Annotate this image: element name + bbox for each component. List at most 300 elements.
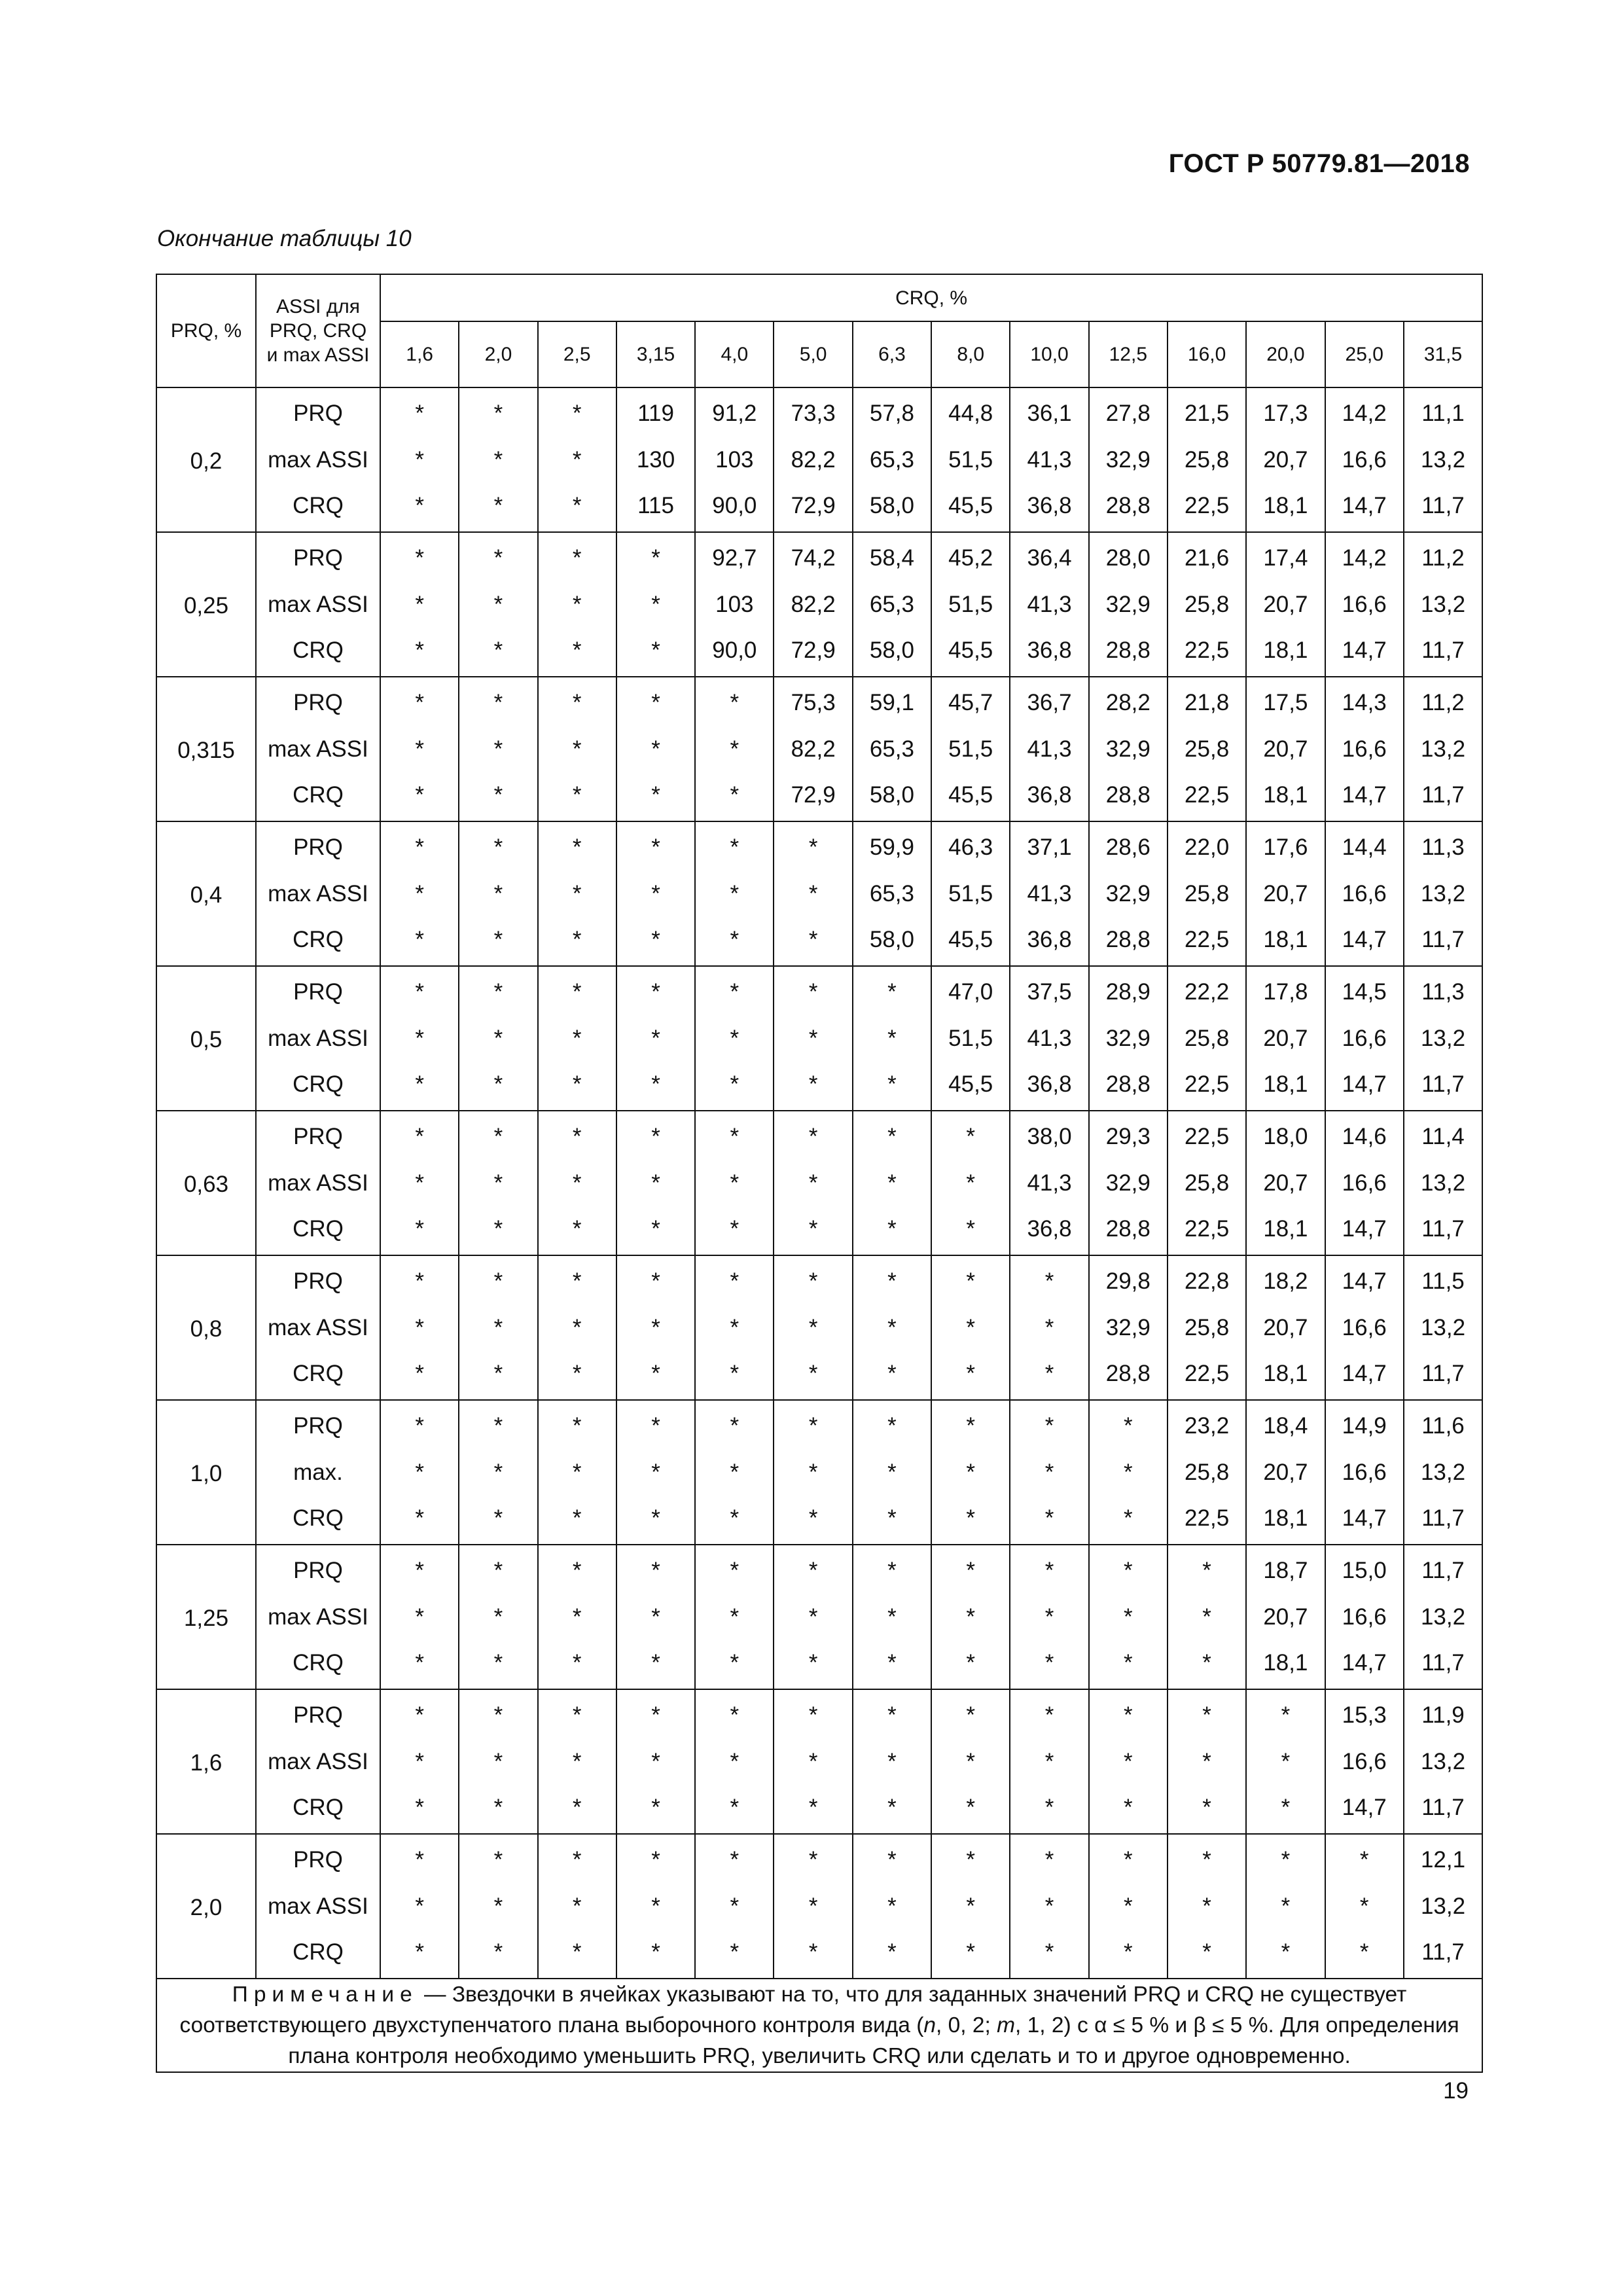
table-cell: 18,4: [1246, 1400, 1325, 1449]
table-cell: *: [459, 1449, 537, 1496]
table-cell: *: [380, 1400, 459, 1449]
row-label: PRQ: [256, 1834, 380, 1883]
table-cell: 58,0: [853, 628, 931, 677]
table-cell: *: [459, 1834, 537, 1883]
table-cell: *: [616, 726, 695, 772]
table-cell: *: [616, 581, 695, 628]
table-row: [156, 1496, 1482, 1545]
table-cell: *: [459, 1400, 537, 1449]
table-cell: *: [853, 1738, 931, 1785]
table-cell: 45,5: [931, 628, 1010, 677]
table-cell: 18,1: [1246, 1496, 1325, 1545]
table-cell: *: [538, 1304, 616, 1351]
table-cell: 11,2: [1404, 677, 1482, 726]
table-cell: *: [1089, 1496, 1168, 1545]
table-cell: *: [931, 1400, 1010, 1449]
row-label: max ASSI: [256, 1883, 380, 1929]
table-cell: *: [459, 1594, 537, 1640]
table-cell: 16,6: [1325, 1160, 1404, 1206]
table-cell: *: [774, 1640, 852, 1689]
table-cell: 12,1: [1404, 1834, 1482, 1883]
table-cell: 11,2: [1404, 532, 1482, 581]
table-cell: *: [616, 628, 695, 677]
table-cell: *: [931, 1545, 1010, 1594]
table-cell: 14,2: [1325, 532, 1404, 581]
table-cell: *: [380, 1929, 459, 1979]
table-cell: *: [853, 1689, 931, 1738]
table-cell: *: [616, 1834, 695, 1883]
table-cell: 18,1: [1246, 1206, 1325, 1255]
table-cell: 25,8: [1168, 1015, 1246, 1062]
row-label: CRQ: [256, 1929, 380, 1979]
table-cell: 36,8: [1010, 628, 1088, 677]
table-row: [156, 1545, 1482, 1594]
table-cell: *: [1010, 1834, 1088, 1883]
table-cell: *: [380, 1206, 459, 1255]
table-row: [156, 1929, 1482, 1979]
table-cell: 21,6: [1168, 532, 1246, 581]
table-row: [156, 1883, 1482, 1929]
table-cell: 18,1: [1246, 1351, 1325, 1400]
table-cell: 16,6: [1325, 1449, 1404, 1496]
table-cell: *: [695, 870, 774, 917]
table-cell: 82,2: [774, 726, 852, 772]
table-cell: *: [695, 1689, 774, 1738]
row-label: PRQ: [256, 1689, 380, 1738]
table-cell: *: [616, 1496, 695, 1545]
table-cell: 92,7: [695, 532, 774, 581]
table-cell: *: [931, 1206, 1010, 1255]
table-cell: *: [538, 726, 616, 772]
table-cell: 16,6: [1325, 437, 1404, 483]
table-cell: 28,8: [1089, 628, 1168, 677]
table-cell: *: [931, 1351, 1010, 1400]
table-cell: *: [459, 870, 537, 917]
table-cell: *: [1168, 1640, 1246, 1689]
row-label: CRQ: [256, 1351, 380, 1400]
table-cell: *: [538, 1496, 616, 1545]
table-cell: *: [616, 1015, 695, 1062]
table-cell: 37,5: [1010, 966, 1088, 1015]
table-cell: 14,7: [1325, 1640, 1404, 1689]
table-row: [156, 1400, 1482, 1449]
table-cell: *: [616, 1785, 695, 1834]
note-text-1: Звездочки в ячейках указывают на то, что для заданных значений PRQ и CRQ не существует соответствующего двухступенчатого плана выборочного контроля вида (: [179, 1982, 1407, 2037]
table-cell: 36,4: [1010, 532, 1088, 581]
table-cell: 14,7: [1325, 1206, 1404, 1255]
table-cell: 18,1: [1246, 1062, 1325, 1111]
table-cell: 28,2: [1089, 677, 1168, 726]
table-cell: *: [459, 1206, 537, 1255]
table-cell: *: [695, 821, 774, 870]
table-row: [156, 870, 1482, 917]
table-cell: 73,3: [774, 387, 852, 437]
table-cell: *: [538, 1111, 616, 1160]
table-cell: 13,2: [1404, 726, 1482, 772]
table-cell: 13,2: [1404, 1738, 1482, 1785]
table-cell: 13,2: [1404, 1594, 1482, 1640]
table-cell: 22,5: [1168, 1496, 1246, 1545]
table-cell: 13,2: [1404, 581, 1482, 628]
table-cell: 28,8: [1089, 1062, 1168, 1111]
table-cell: *: [695, 1496, 774, 1545]
table-cell: 32,9: [1089, 870, 1168, 917]
table-cell: 51,5: [931, 870, 1010, 917]
table-cell: *: [538, 1738, 616, 1785]
table-cell: *: [616, 870, 695, 917]
table-cell: *: [459, 1689, 537, 1738]
table-cell: 25,8: [1168, 1304, 1246, 1351]
table-cell: *: [853, 1834, 931, 1883]
table-cell: 14,7: [1325, 1496, 1404, 1545]
row-label: max.: [256, 1449, 380, 1496]
row-label: PRQ: [256, 1545, 380, 1594]
table-cell: *: [616, 1062, 695, 1111]
table-cell: 25,8: [1168, 870, 1246, 917]
table-cell: *: [853, 1255, 931, 1304]
table-cell: 11,3: [1404, 821, 1482, 870]
table-cell: 14,4: [1325, 821, 1404, 870]
table-cell: 17,4: [1246, 532, 1325, 581]
table-cell: *: [931, 1640, 1010, 1689]
table-cell: *: [538, 1062, 616, 1111]
note-text-3: , 1, 2) с: [1015, 2013, 1095, 2037]
table-cell: 32,9: [1089, 1015, 1168, 1062]
table-cell: *: [931, 1689, 1010, 1738]
table-cell: *: [538, 1594, 616, 1640]
table-note: [156, 1979, 1482, 2072]
table-cell: *: [380, 870, 459, 917]
table-cell: *: [380, 1111, 459, 1160]
table-cell: 16,6: [1325, 870, 1404, 917]
table-cell: 36,8: [1010, 1206, 1088, 1255]
row-label: CRQ: [256, 628, 380, 677]
table-cell: 11,7: [1404, 1496, 1482, 1545]
table-cell: *: [380, 1449, 459, 1496]
header-crq-value: 8,0: [931, 321, 1010, 387]
table-cell: 18,1: [1246, 628, 1325, 677]
table-cell: *: [538, 1545, 616, 1594]
table-cell: 11,7: [1404, 1785, 1482, 1834]
row-label: PRQ: [256, 821, 380, 870]
table-cell: 11,7: [1404, 1640, 1482, 1689]
table-cell: 11,7: [1404, 772, 1482, 821]
table-cell: 14,2: [1325, 387, 1404, 437]
table-cell: *: [538, 1255, 616, 1304]
table-cell: 51,5: [931, 581, 1010, 628]
table-cell: *: [1010, 1594, 1088, 1640]
table-cell: *: [695, 1304, 774, 1351]
row-label: max ASSI: [256, 1738, 380, 1785]
table-cell: 18,7: [1246, 1545, 1325, 1594]
table-cell: *: [695, 726, 774, 772]
table-cell: *: [459, 677, 537, 726]
table-cell: *: [380, 966, 459, 1015]
table-cell: *: [774, 1929, 852, 1979]
table-cell: 74,2: [774, 532, 852, 581]
note-beta: β: [1193, 2013, 1206, 2037]
table-cell: *: [695, 1738, 774, 1785]
table-cell: 15,3: [1325, 1689, 1404, 1738]
table-cell: *: [380, 437, 459, 483]
table-cell: *: [695, 1351, 774, 1400]
header-crq-value: 31,5: [1404, 321, 1482, 387]
table-cell: *: [459, 966, 537, 1015]
table-cell: *: [853, 1304, 931, 1351]
table-cell: 20,7: [1246, 437, 1325, 483]
table-cell: 22,8: [1168, 1255, 1246, 1304]
table-cell: *: [853, 1640, 931, 1689]
table-cell: 28,0: [1089, 532, 1168, 581]
row-label: max ASSI: [256, 1594, 380, 1640]
table-cell: 11,7: [1404, 1062, 1482, 1111]
table-cell: *: [380, 917, 459, 966]
table-cell: 16,6: [1325, 726, 1404, 772]
table-cell: 18,1: [1246, 917, 1325, 966]
table-cell: *: [538, 628, 616, 677]
table-cell: *: [459, 821, 537, 870]
table-cell: 16,6: [1325, 1015, 1404, 1062]
table-cell: *: [1246, 1785, 1325, 1834]
table-cell: *: [853, 1883, 931, 1929]
table-cell: *: [931, 1834, 1010, 1883]
table-cell: *: [538, 821, 616, 870]
table-cell: *: [380, 1496, 459, 1545]
table-cell: *: [774, 1160, 852, 1206]
table-cell: 58,0: [853, 772, 931, 821]
table-footer: [156, 1979, 1482, 2072]
table-cell: *: [695, 1883, 774, 1929]
table-cell: 11,7: [1404, 1351, 1482, 1400]
table-cell: *: [616, 821, 695, 870]
table-cell: 91,2: [695, 387, 774, 437]
header-crq-value: 2,0: [459, 321, 537, 387]
table-cell: *: [774, 1545, 852, 1594]
table-cell: 32,9: [1089, 581, 1168, 628]
table-row: [156, 772, 1482, 821]
table-cell: 14,7: [1325, 1785, 1404, 1834]
note-var-m: m: [997, 2013, 1016, 2037]
table-cell: *: [459, 1255, 537, 1304]
table-cell: *: [774, 1785, 852, 1834]
table-cell: 65,3: [853, 726, 931, 772]
table-cell: 20,7: [1246, 1594, 1325, 1640]
table-cell: *: [774, 917, 852, 966]
table-cell: *: [1089, 1594, 1168, 1640]
table-cell: *: [459, 532, 537, 581]
table-row: [156, 1640, 1482, 1689]
table-cell: 13,2: [1404, 1883, 1482, 1929]
row-label: CRQ: [256, 1785, 380, 1834]
table-cell: *: [538, 1160, 616, 1206]
table-cell: *: [380, 772, 459, 821]
table-row: [156, 1206, 1482, 1255]
table-cell: *: [538, 1834, 616, 1883]
table-cell: 20,7: [1246, 1015, 1325, 1062]
table-cell: 44,8: [931, 387, 1010, 437]
table-cell: *: [380, 1062, 459, 1111]
table-head: [156, 274, 1482, 387]
note-label: Примечание: [232, 1982, 418, 2007]
table-cell: 22,5: [1168, 1062, 1246, 1111]
table-row: [156, 483, 1482, 532]
table-cell: 36,1: [1010, 387, 1088, 437]
table-cell: 11,9: [1404, 1689, 1482, 1738]
prq-group-value: 0,25: [156, 532, 256, 677]
table-cell: *: [616, 966, 695, 1015]
table-cell: *: [931, 1111, 1010, 1160]
table-cell: *: [459, 628, 537, 677]
table-cell: *: [459, 1640, 537, 1689]
prq-group-value: 0,5: [156, 966, 256, 1111]
row-label: PRQ: [256, 1111, 380, 1160]
table-cell: *: [380, 1883, 459, 1929]
table-cell: 14,7: [1325, 1255, 1404, 1304]
note-dash: —: [418, 1982, 452, 2007]
table-cell: *: [459, 1883, 537, 1929]
table-cell: *: [695, 1062, 774, 1111]
table-cell: *: [616, 532, 695, 581]
table-cell: *: [853, 1160, 931, 1206]
table-cell: *: [459, 1545, 537, 1594]
note-text-4: ≤ 5 % и: [1107, 2013, 1194, 2037]
table-cell: 11,7: [1404, 1545, 1482, 1594]
table-cell: 14,7: [1325, 483, 1404, 532]
prq-group-value: 1,6: [156, 1689, 256, 1834]
table-row: [156, 1255, 1482, 1304]
table-cell: 11,7: [1404, 1206, 1482, 1255]
table-cell: *: [1246, 1689, 1325, 1738]
table-cell: *: [695, 1545, 774, 1594]
table-cell: *: [538, 966, 616, 1015]
table-cell: *: [1010, 1883, 1088, 1929]
table-row: [156, 1304, 1482, 1351]
table-cell: *: [774, 870, 852, 917]
table-cell: *: [1010, 1785, 1088, 1834]
table-cell: *: [774, 1834, 852, 1883]
table-cell: *: [1168, 1545, 1246, 1594]
row-label: CRQ: [256, 1062, 380, 1111]
table-cell: *: [538, 1883, 616, 1929]
header-prq: PRQ, %: [156, 274, 256, 387]
table-cell: *: [1010, 1689, 1088, 1738]
table-cell: *: [538, 1206, 616, 1255]
table-cell: *: [459, 1496, 537, 1545]
table-row: [156, 1015, 1482, 1062]
table-cell: 65,3: [853, 581, 931, 628]
row-label: PRQ: [256, 1255, 380, 1304]
table-row: [156, 1351, 1482, 1400]
table-cell: *: [538, 1400, 616, 1449]
table-cell: *: [538, 387, 616, 437]
table-cell: 27,8: [1089, 387, 1168, 437]
table-cell: 14,7: [1325, 1062, 1404, 1111]
header-crq-value: 5,0: [774, 321, 852, 387]
table-cell: *: [1010, 1496, 1088, 1545]
table-cell: 28,6: [1089, 821, 1168, 870]
table-cell: *: [459, 437, 537, 483]
table-cell: *: [459, 917, 537, 966]
table-cell: *: [774, 1594, 852, 1640]
table-cell: 25,8: [1168, 581, 1246, 628]
table-cell: 22,5: [1168, 1351, 1246, 1400]
table-cell: *: [538, 483, 616, 532]
table-cell: 18,1: [1246, 483, 1325, 532]
table-cell: 36,8: [1010, 483, 1088, 532]
table-cell: *: [1168, 1738, 1246, 1785]
table-cell: 22,5: [1168, 483, 1246, 532]
table-cell: *: [459, 726, 537, 772]
table-cell: *: [380, 1689, 459, 1738]
table-cell: 22,5: [1168, 917, 1246, 966]
table-cell: *: [538, 1785, 616, 1834]
table-cell: 45,2: [931, 532, 1010, 581]
table-cell: 22,2: [1168, 966, 1246, 1015]
table-cell: 37,1: [1010, 821, 1088, 870]
table-cell: 41,3: [1010, 581, 1088, 628]
table-cell: *: [853, 1785, 931, 1834]
table-cell: *: [380, 1255, 459, 1304]
table-cell: *: [695, 1111, 774, 1160]
table-cell: *: [616, 917, 695, 966]
table-cell: *: [853, 1545, 931, 1594]
table-cell: *: [1168, 1834, 1246, 1883]
note-text-5: ≤ 5 %. Для определения плана контроля необходимо уменьшить PRQ, увеличить CRQ или сделать и то и другое одновременно.: [288, 2013, 1459, 2068]
table-cell: *: [695, 1160, 774, 1206]
table-cell: 13,2: [1404, 1449, 1482, 1496]
table-cell: *: [774, 1255, 852, 1304]
table-cell: *: [695, 1834, 774, 1883]
table-cell: 14,7: [1325, 772, 1404, 821]
table-cell: 14,7: [1325, 917, 1404, 966]
table-cell: *: [1010, 1640, 1088, 1689]
table-cell: *: [1089, 1883, 1168, 1929]
header-crq-value: 12,5: [1089, 321, 1168, 387]
header-crq-value: 4,0: [695, 321, 774, 387]
table-cell: 23,2: [1168, 1400, 1246, 1449]
table-cell: 65,3: [853, 437, 931, 483]
table-cell: *: [616, 1304, 695, 1351]
table-cell: *: [853, 1111, 931, 1160]
table-cell: 28,9: [1089, 966, 1168, 1015]
table-cell: 103: [695, 437, 774, 483]
prq-group-value: 0,8: [156, 1255, 256, 1400]
table-cell: *: [538, 1351, 616, 1400]
table-cell: 82,2: [774, 437, 852, 483]
row-label: CRQ: [256, 483, 380, 532]
table-cell: *: [459, 1738, 537, 1785]
table-cell: 18,0: [1246, 1111, 1325, 1160]
table-cell: 11,6: [1404, 1400, 1482, 1449]
row-label: CRQ: [256, 1206, 380, 1255]
table-cell: *: [931, 1785, 1010, 1834]
table-cell: 119: [616, 387, 695, 437]
table-cell: *: [538, 581, 616, 628]
table-cell: 17,3: [1246, 387, 1325, 437]
table-cell: *: [459, 1304, 537, 1351]
header-crq-value: 20,0: [1246, 321, 1325, 387]
table-cell: *: [459, 1111, 537, 1160]
table-cell: *: [774, 1015, 852, 1062]
table-cell: 22,5: [1168, 628, 1246, 677]
table-row: [156, 437, 1482, 483]
table-cell: *: [538, 677, 616, 726]
table-cell: *: [853, 1351, 931, 1400]
table-cell: *: [459, 1160, 537, 1206]
table-cell: *: [380, 628, 459, 677]
header-crq-value: 2,5: [538, 321, 616, 387]
table-cell: 82,2: [774, 581, 852, 628]
